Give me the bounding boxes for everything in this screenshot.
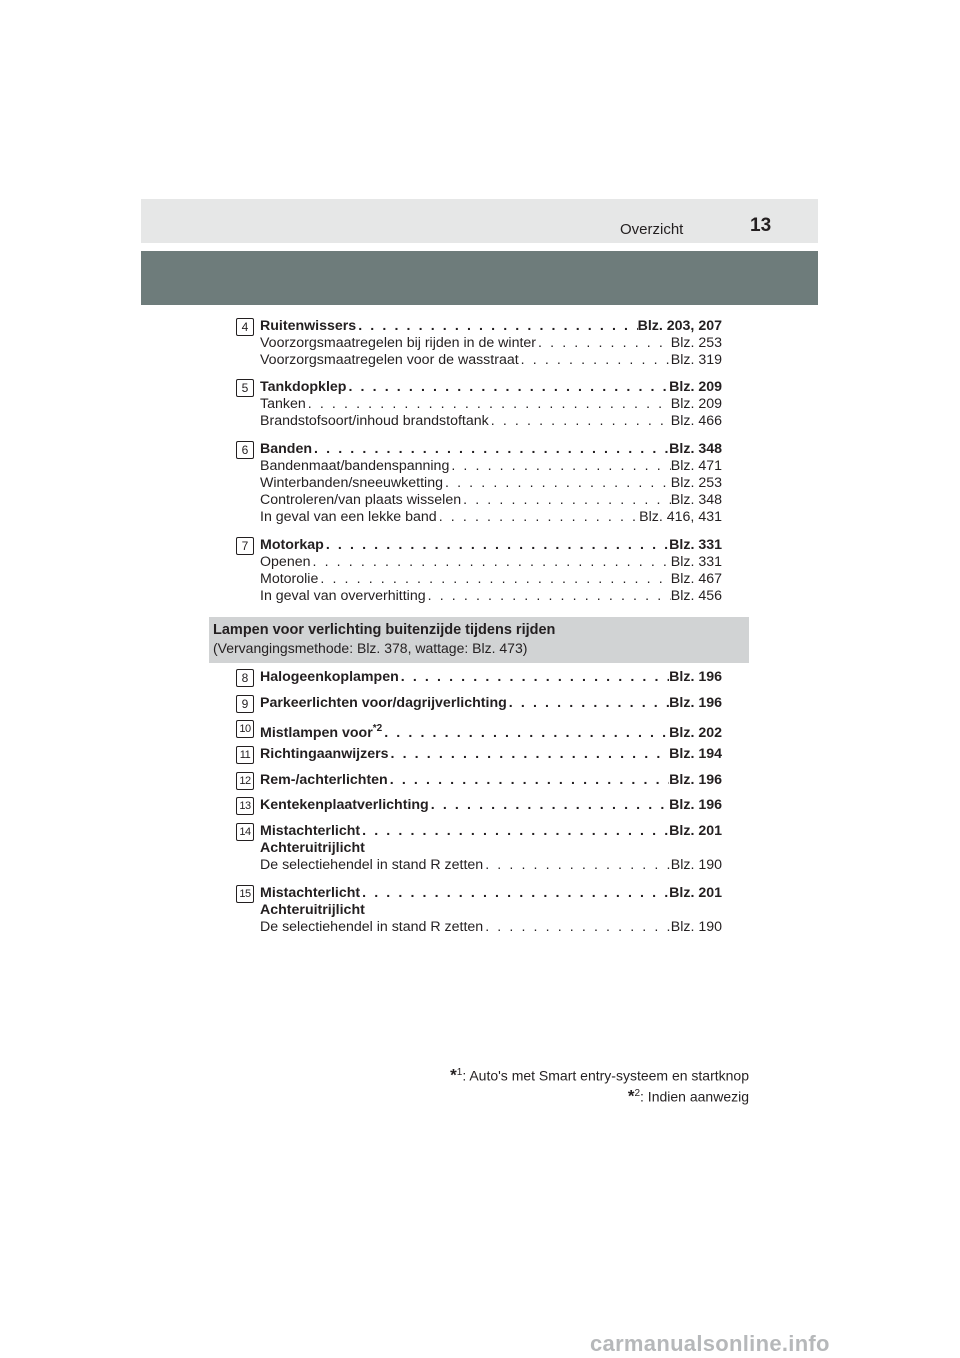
entry-title-wrap [260, 720, 382, 742]
leader-dots [346, 379, 669, 396]
sub-label: Brandstofsoort/inhoud brandstoftank [260, 413, 489, 429]
page-ref: Blz. 467 [670, 571, 722, 587]
leader-dots [437, 509, 639, 526]
page-ref: Blz. 201 [669, 823, 722, 839]
watermark: carmanualsonline.info [590, 1331, 830, 1356]
toc-sub-row[interactable] [260, 588, 722, 605]
page-ref: Blz. 348 [669, 441, 722, 457]
page-ref: Blz. 196 [669, 797, 722, 813]
leader-dots [318, 571, 670, 588]
entry-title: Motorkap [260, 537, 324, 553]
sub-label: De selectiehendel in stand R zetten [260, 857, 484, 873]
sub-label: De selectiehendel in stand R zetten [260, 919, 484, 935]
entry-title: Tankdopklep [260, 379, 347, 395]
page-ref: Blz. 466 [670, 413, 722, 429]
callout-number: 10 [236, 720, 254, 738]
leader-dots [429, 797, 669, 814]
toc-main-row[interactable] [260, 669, 722, 686]
entry-title: Ruitenwissers [260, 318, 357, 334]
page-ref: Blz. 348 [670, 492, 722, 508]
toc-sub-row[interactable] [260, 413, 722, 430]
page-ref: Blz. 196 [669, 695, 722, 711]
page-ref: Blz. 201 [669, 885, 722, 901]
leader-dots [324, 537, 669, 554]
entry-title: Rem-/achterlichten [260, 772, 388, 788]
toc-sub-row[interactable] [260, 857, 722, 874]
entry-extra-title: Achteruitrijlicht [260, 840, 365, 856]
toc-sub-row[interactable] [260, 352, 722, 369]
toc-main-row[interactable] [260, 823, 722, 840]
leader-dots [443, 475, 671, 492]
callout-number: 11 [236, 746, 254, 764]
leader-dots [312, 441, 669, 458]
sub-label: Openen [260, 554, 311, 570]
page-ref: Blz. 194 [669, 746, 722, 762]
toc-sub-row[interactable] [260, 492, 722, 509]
leader-dots [399, 669, 669, 686]
page-ref: Blz. 416, 431 [639, 509, 722, 525]
leader-dots [483, 919, 671, 936]
toc-extra-title[interactable] [260, 840, 722, 857]
leader-dots [306, 396, 671, 413]
page-ref: Blz. 471 [670, 458, 722, 474]
entry-title: Kentekenplaatverlichting [260, 797, 429, 813]
page-ref: Blz. 196 [669, 772, 722, 788]
leader-dots [483, 857, 671, 874]
footnote-asterisk: * [450, 1065, 457, 1085]
toc-entry-14 [236, 823, 726, 874]
page-ref: Blz. 190 [670, 919, 722, 935]
callout-number: 9 [236, 695, 254, 713]
toc-entry-15 [236, 885, 726, 936]
page-ref: Blz. 456 [670, 588, 722, 604]
leader-dots [489, 413, 671, 430]
leader-dots [382, 725, 669, 742]
footnote-text: : Auto's met Smart entry-systeem en startknop [462, 1067, 749, 1084]
footnote-marker: *2 [372, 723, 383, 734]
page-ref: Blz. 196 [669, 669, 722, 685]
toc-main-row[interactable] [260, 379, 722, 396]
entry-title: Mistlampen voor [260, 725, 373, 741]
entry-title: Richtingaanwijzers [260, 746, 389, 762]
toc-sub-row[interactable] [260, 554, 722, 571]
leader-dots [461, 492, 671, 509]
sub-label: Voorzorgsmaatregelen bij rijden in de winter [260, 335, 537, 351]
page-ref: Blz. 190 [670, 857, 722, 873]
toc-entry-13 [236, 797, 726, 814]
toc-main-row[interactable] [260, 441, 722, 458]
leader-dots [507, 695, 669, 712]
leader-dots [389, 746, 670, 763]
page-ref: Blz. 331 [669, 537, 722, 553]
entry-title: Halogeenkoplampen [260, 669, 399, 685]
toc-main-row[interactable] [260, 720, 722, 742]
toc-sub-row[interactable] [260, 571, 722, 588]
leader-dots [356, 318, 637, 335]
toc-main-row[interactable] [260, 797, 722, 814]
footnote-number: 1 [456, 1067, 463, 1078]
leader-dots [388, 772, 669, 789]
section-title: Overzicht [620, 221, 684, 238]
sub-label: Controleren/van plaats wisselen [260, 492, 462, 508]
sub-label: In geval van een lekke band [260, 509, 437, 525]
callout-number: 8 [236, 669, 254, 687]
callout-number: 6 [236, 441, 254, 459]
page-header-bar [141, 199, 818, 243]
leader-dots [360, 823, 669, 840]
toc-sub-row[interactable] [260, 396, 722, 413]
leader-dots [360, 885, 669, 902]
toc-sub-row[interactable] [260, 335, 722, 352]
callout-number: 7 [236, 537, 254, 555]
sub-label: Voorzorgsmaatregelen voor de wasstraat [260, 352, 519, 368]
leader-dots [426, 588, 671, 605]
callout-number: 12 [236, 772, 254, 790]
section-subtitle: (Vervangingsmethode: Blz. 378, wattage: Blz. 473) [213, 640, 528, 656]
callout-number: 15 [236, 885, 254, 903]
toc-entry-10 [236, 720, 726, 742]
toc-sub-row[interactable] [260, 458, 722, 475]
callout-number: 5 [236, 379, 254, 397]
page-ref: Blz. 209 [670, 396, 722, 412]
toc-main-row[interactable] [260, 318, 722, 335]
page-ref: Blz. 319 [670, 352, 722, 368]
toc-main-row[interactable] [260, 885, 722, 902]
leader-dots [536, 335, 671, 352]
header-band [141, 251, 818, 305]
page-ref: Blz. 253 [670, 475, 722, 491]
leader-dots [449, 458, 670, 475]
toc-sub-row[interactable] [260, 475, 722, 492]
callout-number: 4 [236, 318, 254, 336]
leader-dots [311, 554, 671, 571]
page-ref: Blz. 209 [669, 379, 722, 395]
footnote-2 [450, 1085, 749, 1106]
entry-title: Mistachterlicht [260, 885, 361, 901]
toc-entry-12 [236, 772, 726, 789]
entry-title: Banden [260, 441, 313, 457]
toc-entry-9 [236, 695, 726, 712]
sub-label: Motorolie [260, 571, 319, 587]
toc-entry-4 [236, 318, 726, 369]
toc-entry-11 [236, 746, 726, 763]
toc-main-row[interactable] [260, 537, 722, 554]
footnote-text: : Indien aanwezig [640, 1088, 749, 1105]
entry-extra-title: Achteruitrijlicht [260, 902, 365, 918]
page-number: 13 [750, 215, 772, 236]
footnote-1 [450, 1064, 749, 1085]
toc-entry-6 [236, 441, 726, 526]
toc-main-row[interactable] [260, 772, 722, 789]
section-heading: Lampen voor verlichting buitenzijde tijdens rijden [213, 622, 556, 638]
footnote-number: 2 [634, 1087, 641, 1099]
sub-label: In geval van oververhitting [260, 588, 426, 604]
entry-title: Mistachterlicht [260, 823, 361, 839]
footnotes [450, 1064, 749, 1105]
callout-number: 13 [236, 797, 254, 815]
toc-entry-8 [236, 669, 726, 686]
toc-entry-7 [236, 537, 726, 605]
page-ref: Blz. 331 [670, 554, 722, 570]
toc-extra-title[interactable] [260, 902, 722, 919]
sub-label: Tanken [260, 396, 306, 412]
toc-main-row[interactable] [260, 695, 722, 712]
toc-entry-5 [236, 379, 726, 430]
entry-title: Parkeerlichten voor/dagrijverlichting [260, 695, 507, 711]
page-ref: Blz. 203, 207 [637, 318, 722, 334]
footnote-asterisk: * [627, 1086, 635, 1106]
leader-dots [519, 352, 671, 369]
sub-label: Winterbanden/sneeuwketting [260, 475, 443, 491]
page-ref: Blz. 253 [670, 335, 722, 351]
toc-sub-row[interactable] [260, 509, 722, 526]
toc-sub-row[interactable] [260, 919, 722, 936]
sub-label: Bandenmaat/bandenspanning [260, 458, 450, 474]
toc-main-row[interactable] [260, 746, 722, 763]
callout-number: 14 [236, 823, 254, 841]
page-ref: Blz. 202 [669, 725, 722, 741]
